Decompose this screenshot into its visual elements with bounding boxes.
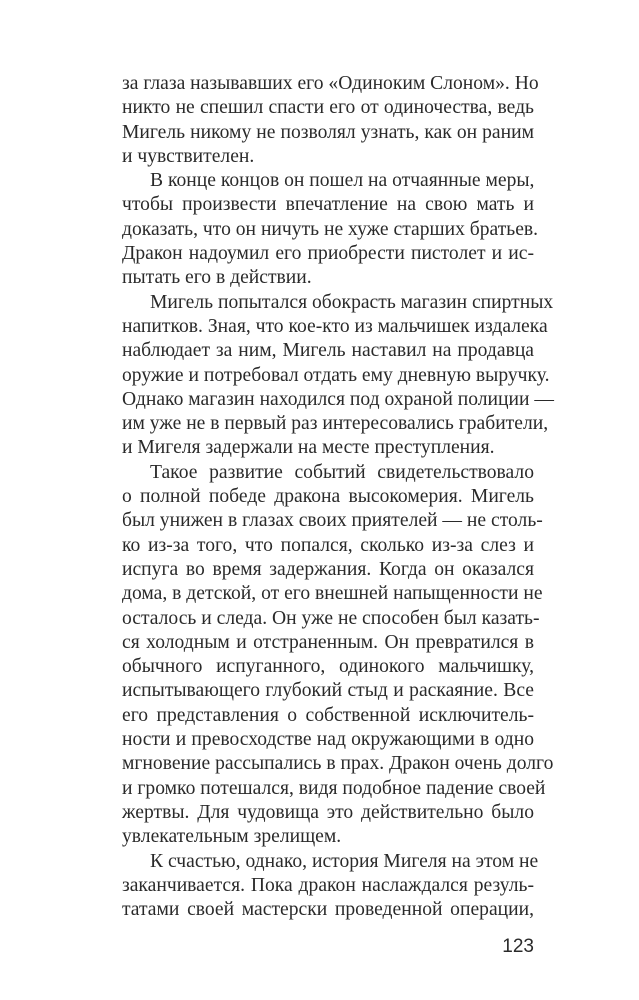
- text-line: К счастью, однако, история Мигеля на этом не: [150, 850, 539, 872]
- text-line: Мигель попытался обокрасть магазин спиртных: [150, 291, 554, 313]
- text-line: обычного испуганного, одинокого мальчишку,: [122, 656, 534, 678]
- text-line: оружие и потребовал отдать ему дневную выручку.: [122, 364, 550, 386]
- text-line: и Мигеля задержали на месте преступления.: [122, 437, 495, 459]
- text-line: испуга во время задержания. Когда он оказался: [122, 558, 534, 580]
- text-line: и громко потешался, видя подобное падение своей: [122, 777, 546, 799]
- text-line: ности и превосходстве над окружающими в одно: [122, 729, 534, 751]
- text-line: чтобы произвести впечатление на свою мать и: [122, 194, 534, 216]
- page-number: 123: [502, 936, 534, 957]
- text-line: дома, в детской, от его внешней напыщенности не: [122, 583, 543, 605]
- text-line: испытывающего глубокий стыд и раскаяние. Все: [122, 680, 534, 702]
- text-line: о полной победе дракона высокомерия. Мигель: [122, 486, 534, 508]
- text-line: им уже не в первый раз интересовались грабители,: [122, 413, 549, 435]
- text-line: ся холодным и отстраненным. Он превратился в: [122, 631, 534, 653]
- text-line: был унижен в глазах своих приятелей — не столь-: [122, 510, 543, 532]
- text-line: В конце концов он пошел на отчаянные меры,: [150, 170, 535, 192]
- text-line: и чувствителен.: [122, 145, 255, 167]
- text-line: Однако магазин находился под охраной полиции —: [122, 388, 554, 410]
- text-line: напитков. Зная, что кое-кто из мальчишек издалека: [122, 315, 548, 337]
- text-line: за глаза называвших его «Одиноким Слоном». Но: [122, 73, 539, 94]
- text-line: жертвы. Для чудовища это действительно было: [122, 801, 534, 823]
- text-line: мгновение рассыпались в прах. Дракон очень долго: [122, 753, 554, 775]
- body-text: [122, 72, 554, 922]
- text-line: ко из-за того, что попался, сколько из-за слез и: [122, 534, 534, 556]
- text-line: заканчивается. Пока дракон наслаждался резуль-: [122, 874, 534, 896]
- text-line: доказать, что он ничуть не хуже старших братьев.: [122, 218, 539, 240]
- text-line: его представления о собственной исключитель-: [122, 704, 534, 726]
- text-line: увлекательным зрелищем.: [122, 826, 342, 848]
- text-line: татами своей мастерски проведенной операции,: [122, 899, 534, 921]
- text-line: наблюдает за ним, Мигель наставил на продавца: [122, 340, 534, 362]
- text-line: никто не спешил спасти его от одиночества, ведь: [122, 97, 534, 119]
- text-line: пытать его в действии.: [122, 267, 312, 289]
- text-line: осталось и следа. Он уже не способен был казать-: [122, 607, 540, 629]
- text-line: Такое развитие событий свидетельствовало: [150, 461, 534, 483]
- text-line: Мигель никому не позволял узнать, как он раним: [122, 121, 534, 143]
- text-line: Дракон надоумил его приобрести пистолет и ис-: [122, 243, 534, 265]
